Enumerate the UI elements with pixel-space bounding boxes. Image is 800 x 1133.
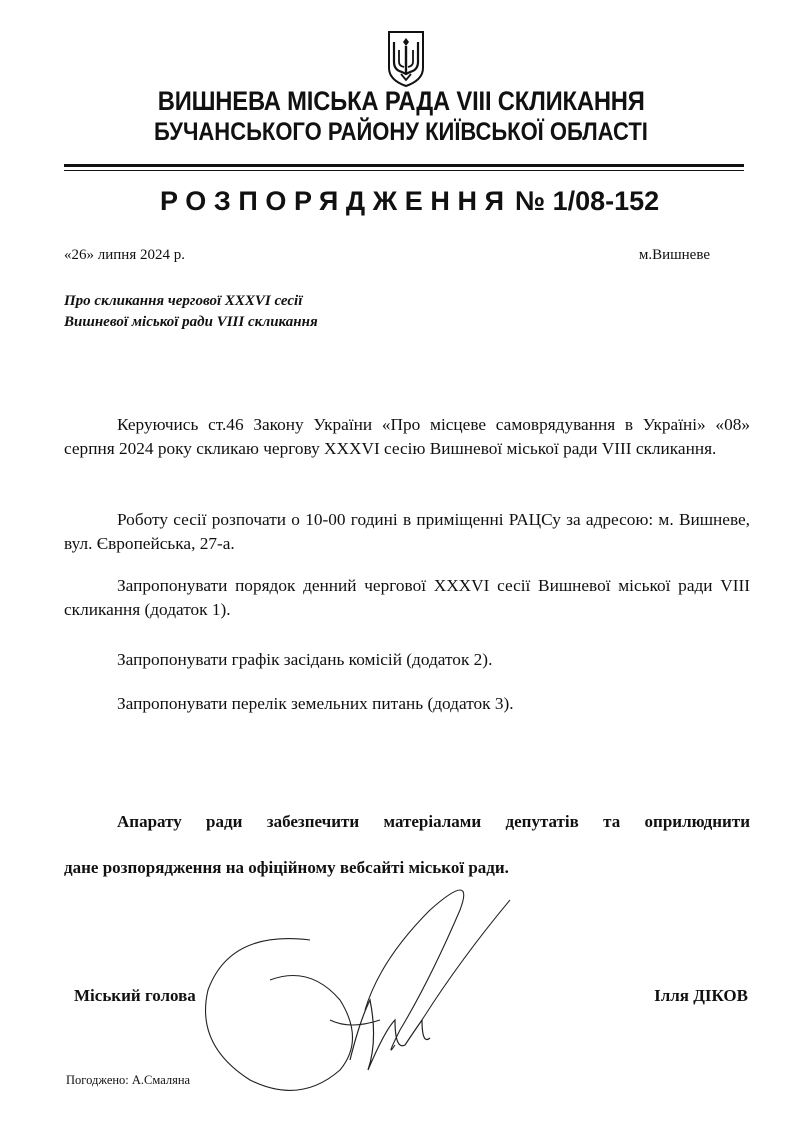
instruction-line-1: Апарату ради забезпечити матеріалами депутатів та оприлюднити [117,812,750,831]
council-name: ВИШНЕВА МІСЬКА РАДА VIII СКЛИКАННЯ [157,86,645,116]
signer-position: Міський голова [74,986,196,1005]
signer-name: Ілля ДІКОВ [654,986,748,1005]
agreed-by: Погоджено: А.Смаляна [66,1073,191,1087]
body-paragraph-4: Запропонувати графік засідань комісій (додаток 2). [117,650,493,669]
body-paragraph-1: Керуючись ст.46 Закону України «Про місцеве самоврядування в Україні» «08» серпня 2024 року скликаю чергову XXXVI сесію Вишневої міської ради VIII скликання. [64,415,750,458]
trident-coat-of-arms-icon [386,28,426,88]
subject-line-2: Вишневої міської ради VIII скликання [64,314,318,330]
document-number: № 1/08-152 [515,186,660,216]
document-date: «26» липня 2024 р. [64,247,185,263]
document-place: м.Вишневе [638,247,710,263]
document-title: РОЗПОРЯДЖЕННЯ [160,186,512,216]
body-paragraph-5: Запропонувати перелік земельних питань (додаток 3). [117,694,514,713]
body-paragraph-3: Запропонувати порядок денний чергової XXXVI сесії Вишневої міської ради VIII скликання (додаток 1). [64,576,750,619]
instruction-line-2: дане розпорядження на офіційному вебсайті міської ради. [64,858,509,877]
handwritten-signature-icon [190,870,520,1100]
header-rule-thin [64,170,744,171]
subject-line-1: Про скликання чергової XXXVI сесії [64,293,303,309]
document-subject [64,291,318,333]
district-name: БУЧАНСЬКОГО РАЙОНУ КИЇВСЬКОЇ ОБЛАСТІ [154,118,648,146]
body-paragraph-2: Роботу сесії розпочати о 10-00 годині в приміщенні РАЦСу за адресою: м. Вишневе, вул. Європейська, 27-а. [64,510,750,553]
header-rule-thick [64,164,744,167]
